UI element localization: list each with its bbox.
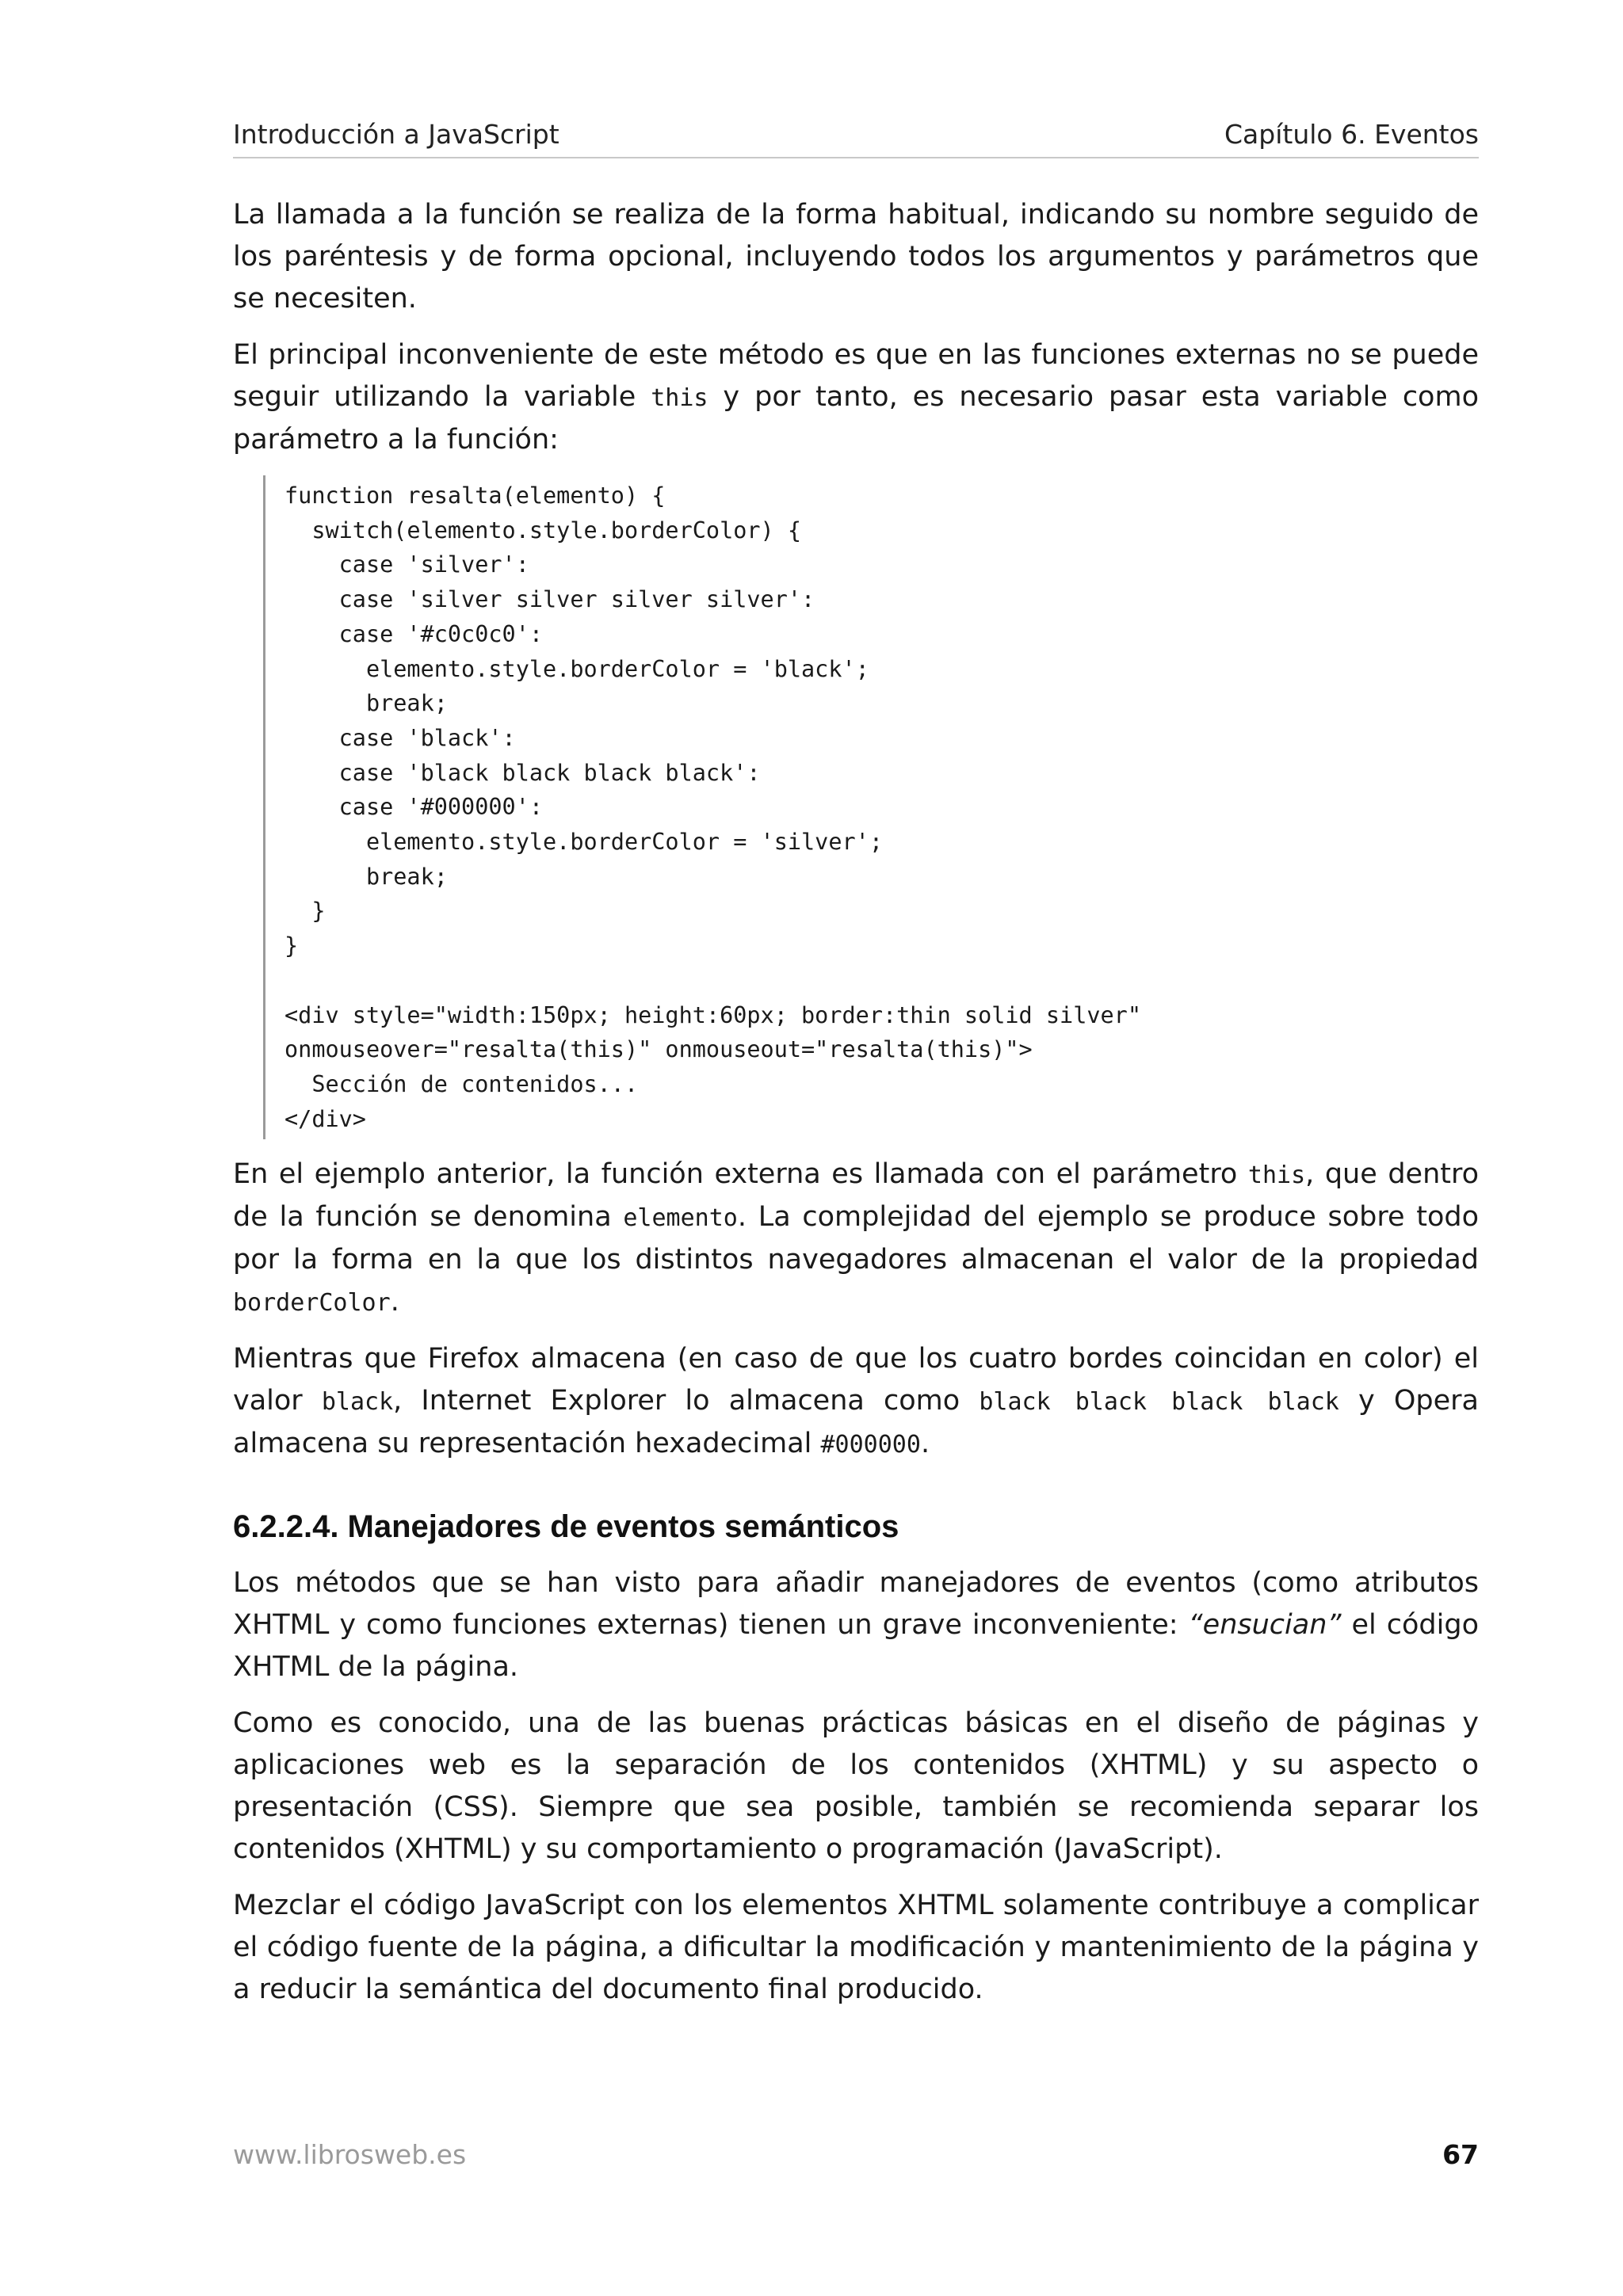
- text-run: .: [390, 1286, 399, 1318]
- inline-code-this: this: [651, 384, 708, 412]
- text-run: el código XHTML de la página.: [233, 1609, 1479, 1684]
- text-run: Mientras que Firefox almacena (en caso de que los cuatro bordes coincidan en color) el valor: [233, 1343, 1479, 1417]
- inline-code-bordercolor: borderColor: [233, 1289, 391, 1318]
- text-run: Los métodos que se han visto para añadir manejadores de eventos (como atributos XHTML y como funciones externas) tienen un grave inconveniente:: [233, 1567, 1479, 1642]
- paragraph-separation-practice: Como es conocido, una de las buenas prácticas básicas en el diseño de páginas y aplicaciones web es la separación de los contenidos (XHTML) y su aspecto o presentación (CSS). Siempre que sea posible, también se recomienda separar los contenidos (XHTML) y su comportamiento o programación (JavaScript).: [233, 1707, 1479, 1866]
- text-run: . La complejidad del ejemplo se produce sobre todo por la forma en la que los distintos navegadores almacenan el valor de la propiedad: [233, 1201, 1479, 1276]
- inline-code-black: black: [321, 1388, 394, 1417]
- page-footer: [233, 2139, 1479, 2170]
- book-page: [233, 0, 1479, 2296]
- page-content: [233, 194, 1479, 2025]
- inline-code-this: this: [1247, 1161, 1306, 1190]
- paragraph-inconvenience: [233, 334, 1479, 461]
- paragraph-mixing-code: Mezclar el código JavaScript con los elementos XHTML solamente contribuye a complicar el código fuente de la página, a dificultar la modificación y mantenimiento de la página y a reducir la semántica del documento final producido.: [233, 1890, 1479, 2006]
- page-number: 67: [1442, 2139, 1479, 2170]
- running-header: [233, 119, 1479, 158]
- emphasis-ensucian: “ensucian”: [1188, 1609, 1342, 1642]
- text-run: .: [920, 1428, 930, 1460]
- text-run: El principal inconveniente de este método es que en las funciones externas no se puede seguir utilizando la variable: [233, 339, 1479, 413]
- paragraph-semantic-handlers: [233, 1562, 1479, 1688]
- header-chapter-title: Capítulo 6. Eventos: [1224, 119, 1479, 150]
- inline-code-elemento: elemento: [623, 1204, 738, 1233]
- paragraph-browser-differences: [233, 1338, 1479, 1466]
- header-book-title: Introducción a JavaScript: [233, 119, 559, 150]
- paragraph-function-call: La llamada a la función se realiza de la forma habitual, indicando su nombre seguido de los paréntesis y de forma opcional, incluyendo todos los argumentos y parámetros que se necesiten.: [233, 199, 1479, 315]
- text-run: En el ejemplo anterior, la función externa es llamada con el parámetro: [233, 1158, 1248, 1191]
- section-heading: 6.2.2.4. Manejadores de eventos semánticos: [233, 1509, 899, 1545]
- text-run: , Internet Explorer lo almacena como: [393, 1385, 980, 1417]
- text-run: y Opera almacena su representación hexadecimal: [233, 1385, 1479, 1460]
- paragraph-example-explanation: [233, 1154, 1479, 1324]
- text-run: y por tanto, es necesario pasar esta variable como parámetro a la función:: [233, 381, 1479, 456]
- inline-code-hex-color: #000000: [820, 1431, 921, 1459]
- footer-url: www.librosweb.es: [233, 2139, 467, 2170]
- code-example-resalta: function resalta(elemento) { switch(elemento.style.borderColor) { case 'silver': case 'silver silver silver silver': case '#c0c0c0': elemento.style.borderColor = 'black'; break; case 'black': case 'black black black black': case '#000000': elemento.style.borderColor = 'silver'; break; } } <div style="width:150px; height:60px; border:thin solid silver" onmouseover="resalta(this)" onmouseout="resalta(this)"> Sección de contenidos... </div>: [263, 475, 1479, 1139]
- inline-code-black-black-black-black: black black black black: [979, 1388, 1339, 1417]
- text-run: , que dentro de la función se denomina: [233, 1158, 1480, 1234]
